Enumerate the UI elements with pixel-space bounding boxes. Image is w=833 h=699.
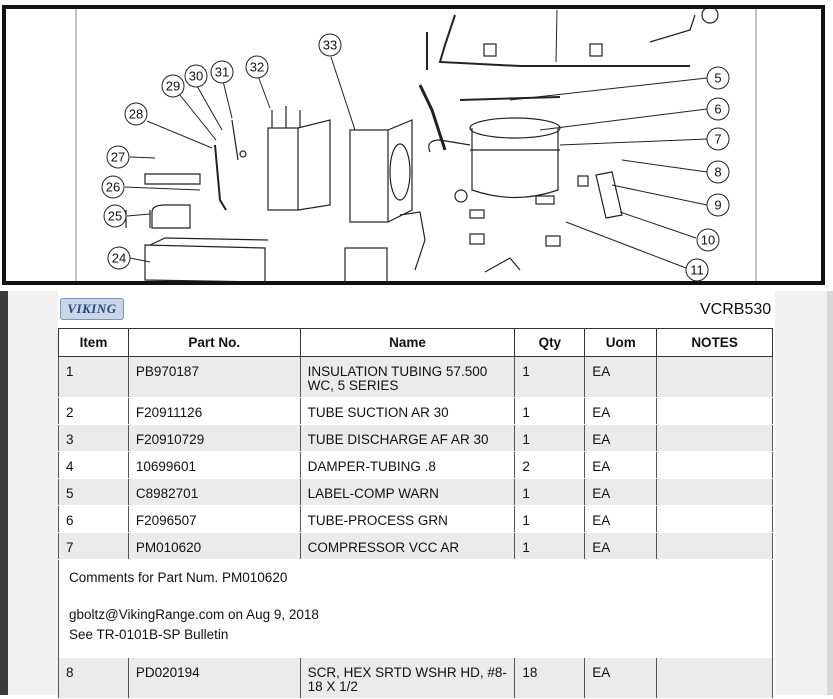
callout-label: 5 xyxy=(714,70,722,86)
table-row xyxy=(59,479,773,506)
cell-uom: EA xyxy=(585,533,657,560)
cell-notes xyxy=(657,479,773,506)
cell-qty: 1 xyxy=(515,506,585,533)
cell-qty: 1 xyxy=(515,479,585,506)
table-header-row xyxy=(59,329,773,357)
callout-label: 11 xyxy=(690,262,704,278)
cell-part-no: PD020194 xyxy=(128,658,300,699)
page-edge-right xyxy=(827,291,833,695)
table-row xyxy=(59,452,773,479)
callout-label: 33 xyxy=(322,37,338,53)
column-header-part-no: Part No. xyxy=(128,329,300,357)
cell-qty: 1 xyxy=(515,425,585,452)
column-header-notes: NOTES xyxy=(657,329,773,357)
callout-label: 29 xyxy=(165,78,181,94)
cell-name: TUBE SUCTION AR 30 xyxy=(300,398,515,425)
table-row xyxy=(59,357,773,398)
page-margin-right xyxy=(775,291,827,695)
brand-logo-text: VIKING xyxy=(67,301,117,316)
cell-item: 1 xyxy=(59,357,129,398)
cell-part-no: F20910729 xyxy=(128,425,300,452)
cell-part-no: 10699601 xyxy=(128,452,300,479)
cell-notes xyxy=(657,533,773,560)
cell-name: LABEL-COMP WARN xyxy=(300,479,515,506)
cell-notes xyxy=(657,506,773,533)
table-row xyxy=(59,533,773,560)
column-header-qty: Qty xyxy=(515,329,585,357)
cell-qty: 1 xyxy=(515,398,585,425)
table-row xyxy=(59,398,773,425)
comment-cell xyxy=(59,560,773,658)
column-header-name: Name xyxy=(300,329,515,357)
cell-notes xyxy=(657,425,773,452)
cell-part-no: F20911126 xyxy=(128,398,300,425)
callout-label: 24 xyxy=(111,250,127,266)
callout-label: 31 xyxy=(214,64,230,80)
comment-row xyxy=(59,560,773,658)
cell-qty: 1 xyxy=(515,357,585,398)
column-header-item: Item xyxy=(59,329,129,357)
cell-uom: EA xyxy=(585,357,657,398)
cell-uom: EA xyxy=(585,506,657,533)
cell-name: TUBE DISCHARGE AF AR 30 xyxy=(300,425,515,452)
parts-table xyxy=(58,328,773,699)
callout-label: 26 xyxy=(105,179,121,195)
callout-label: 7 xyxy=(714,131,722,147)
cell-qty: 18 xyxy=(515,658,585,699)
cell-item: 3 xyxy=(59,425,129,452)
callout-label: 32 xyxy=(249,59,265,75)
cell-uom: EA xyxy=(585,658,657,699)
cell-part-no: PB970187 xyxy=(128,357,300,398)
cell-item: 6 xyxy=(59,506,129,533)
cell-qty: 2 xyxy=(515,452,585,479)
cell-item: 4 xyxy=(59,452,129,479)
table-row xyxy=(59,425,773,452)
callout-label: 27 xyxy=(110,149,126,165)
model-number: VCRB530 xyxy=(700,301,772,318)
cell-item: 2 xyxy=(59,398,129,425)
callout-label: 8 xyxy=(714,164,722,180)
callout-label: 28 xyxy=(128,106,144,122)
brand-logo xyxy=(60,298,124,320)
cell-name: SCR, HEX SRTD WSHR HD, #8-18 X 1/2 xyxy=(300,658,515,699)
cell-name: INSULATION TUBING 57.500 WC, 5 SERIES xyxy=(300,357,515,398)
cell-item: 7 xyxy=(59,533,129,560)
parts-diagram xyxy=(0,0,833,291)
column-header-uom: Uom xyxy=(585,329,657,357)
comment-title: Comments for Part Num. PM010620 xyxy=(69,570,288,585)
cell-notes xyxy=(657,658,773,699)
cell-name: DAMPER-TUBING .8 xyxy=(300,452,515,479)
table-row xyxy=(59,506,773,533)
page-margin-left xyxy=(8,291,58,695)
comment-text-line: See TR-0101B-SP Bulletin xyxy=(69,627,229,642)
cell-name: TUBE-PROCESS GRN xyxy=(300,506,515,533)
callout-label: 9 xyxy=(714,197,722,213)
comment-author-line: gboltz@VikingRange.com on Aug 9, 2018 xyxy=(69,607,319,622)
cell-notes xyxy=(657,452,773,479)
callout-label: 25 xyxy=(107,208,123,224)
cell-part-no: PM010620 xyxy=(128,533,300,560)
cell-uom: EA xyxy=(585,452,657,479)
cell-item: 8 xyxy=(59,658,129,699)
diagram-drawing xyxy=(0,0,833,291)
cell-qty: 1 xyxy=(515,533,585,560)
cell-uom: EA xyxy=(585,479,657,506)
callout-label: 30 xyxy=(188,68,204,84)
cell-part-no: C8982701 xyxy=(128,479,300,506)
callout-label: 6 xyxy=(714,101,722,117)
page-edge-left xyxy=(0,291,8,695)
cell-name: COMPRESSOR VCC AR xyxy=(300,533,515,560)
cell-notes xyxy=(657,357,773,398)
cell-uom: EA xyxy=(585,398,657,425)
cell-uom: EA xyxy=(585,425,657,452)
table-row xyxy=(59,658,773,699)
cell-part-no: F2096507 xyxy=(128,506,300,533)
cell-item: 5 xyxy=(59,479,129,506)
callout-label: 10 xyxy=(700,232,716,248)
cell-notes xyxy=(657,398,773,425)
